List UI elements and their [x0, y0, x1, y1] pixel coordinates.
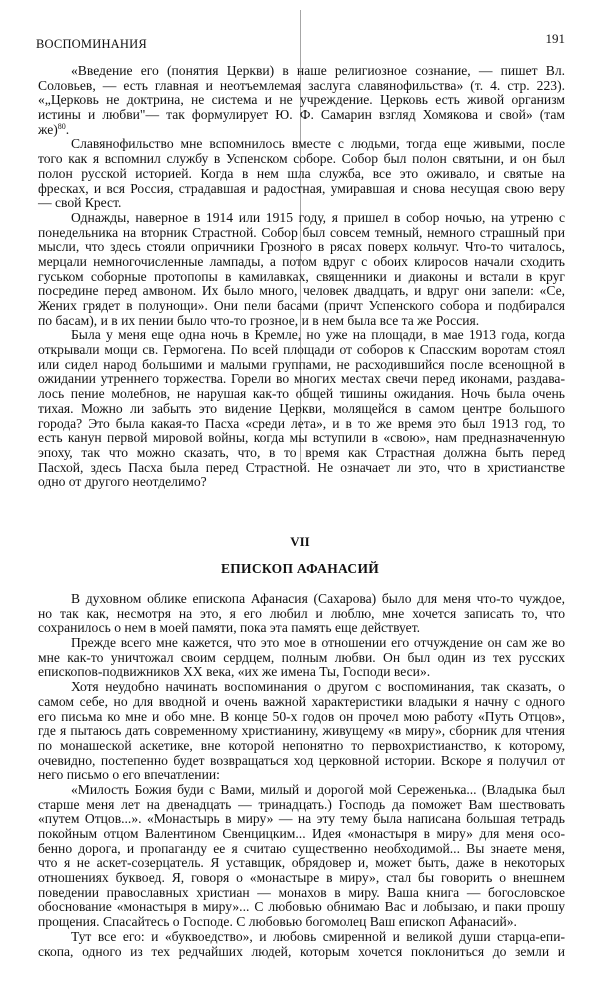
text-line: эпоху, так что можно сказать, что, в то время как Страстная должна быть перед: [38, 444, 565, 460]
footnote-ref: 80: [57, 121, 66, 131]
paragraph: [38, 783, 565, 930]
text-line: «путем Отцов...». «Монастырь в миру» — на эту тему была написана большая тетрадь: [38, 811, 565, 827]
text-line: Однажды, наверное в 1914 или 1915 году, я пришел в собор ночью, на утреню с: [71, 209, 565, 225]
text-line: но так как, несмотря на это, я его любил и люблю, мне хочется записать то, что: [38, 605, 565, 621]
text-line: полон русской историей. Когда в нем шла служба, все это оживало, и святые на: [38, 165, 565, 181]
text-line: что я не аскет-созерцатель. Я уставщик, обрядовер и, может быть, даже в некоторых: [38, 855, 565, 871]
text-line: мне как-то уничтожал своим сердцем, полным любви. Он был один из тех русских: [38, 649, 565, 665]
text-line: «Милость Божия буди с Вами, милый и дорогой мой Сереженька... (Владыка был: [71, 781, 565, 797]
paragraph: [38, 680, 565, 783]
text-line: его письма ко мне и обо мне. В конце 50-х годов он прочел мою работу «Путь Отцов»,: [38, 708, 565, 724]
text-line: поведении православных христиан — монахов в миру. Ваша книга — богословское: [38, 884, 565, 900]
text-line: Славянофильство мне вспомнилось вместе с людьми, тогда еще живыми, после: [71, 136, 565, 152]
text-line: мысли, что здесь стояли опричники Грозного в рясах поверх кольчуг. Что-то читалось,: [38, 239, 565, 255]
text-line: по басам), и в их пении было что-то грозное, и в нем была все та же Россия.: [38, 312, 480, 328]
page-number: 191: [545, 31, 565, 46]
paragraph: [38, 211, 565, 329]
text-line: бенно дорога, и пропаганду ее я считаю существенно необходимой... Вы знаете меня,: [38, 840, 565, 856]
text-line: Жених грядет в полунощи». Они пели басами (причт Успенского собора и подбирался: [38, 298, 565, 313]
text-line: Соловьев, — есть главная и неотъемлемая заслуга славянофильства» (т. 4. стр. 223).: [38, 77, 565, 93]
text-line: ожидании утреннего торжества. Горели во многих местах свечи перед иконами, раздава-: [38, 371, 565, 387]
text-line: города? Это была какая-то Пасха «среди лета», и в то же время это был 1913 год, то: [38, 415, 565, 431]
paragraph: [38, 592, 565, 636]
text-line: того как я вспомнил службу в Успенском соборе. Собор был полон святыни, и он был: [38, 151, 565, 167]
text-line: тихая. Можно ли забыть это видение Церкви, молящейся в самом центре большого: [38, 400, 565, 416]
text-line: же)$^{80}$.: [38, 121, 70, 137]
chapter-number: VII: [290, 534, 310, 549]
text-line: истины и любви"— так формулирует Ю. Ф. Самарин взгляд Хомякова и свой» (там: [38, 107, 565, 123]
text-line: очевидно, постепенно будет возвращаться ход церковной истории. Вскоре я получил от: [38, 752, 565, 768]
text-line: прощения. Спасайтесь о Господе. С любовью богомолец Ваш епископ Афанасий».: [38, 914, 517, 930]
chapter-title: ЕПИСКОП АФАНАСИЙ: [220, 561, 380, 576]
text-line: или сидел народ большими и малыми группами, не расходившийся после всенощной в: [38, 356, 565, 372]
text-line: него письмо о его впечатлении:: [38, 767, 220, 783]
text-line: «„Церковь не доктрина, не система и не учреждение. Церковь есть живой организм: [38, 92, 565, 108]
text-line: скопа, одного из тех редчайших людей, которым хочется поклониться до земли и: [38, 943, 565, 959]
text-line: гуськом соборные протопопы в камилавках, священники и диаконы и встали в круг: [38, 268, 565, 284]
text-line: Тут все его: и «буквоедство», и любовь смиренной и великой души старца-епи-: [71, 928, 565, 944]
text-line: самом себе, но для вводной и очень важной характеристики владыки я начну с одного: [38, 693, 565, 709]
text-line: Хотя неудобно начинать воспоминания о другом с воспоминания, так сказать, о: [71, 679, 565, 695]
text-line: одно от другого неотделимо?: [38, 474, 207, 490]
text-line: есть канун первой мировой войны, когда мы вступили в «свою», нам предназначенную: [38, 430, 565, 446]
running-head: ВОСПОМИНАНИЯ: [36, 37, 147, 51]
text-line: Пасхой, здесь Пасха была перед Страстной. Не означает ли это, что в христианстве: [38, 459, 565, 475]
text-line: Прежде всего мне кажется, что это мое в отношении его отчуждение он сам же во: [71, 635, 565, 651]
text-line: где я пытаюсь дать современному христианину, живущему «в миру», сборник для чтения: [38, 723, 565, 739]
text-section-memories: [38, 64, 565, 490]
text-line: лось пение молебнов, не нарушая как-то общей тишины ожидания. Ночь была очень: [38, 386, 565, 402]
text-line: покойным отцом Валентином Свенцицким... Идея «монастыря в миру» для меня осо-: [38, 826, 565, 841]
text-line: епископов-подвижников XX века, «их же имена Ты, Господи веси».: [38, 664, 431, 680]
text-line: посредине перед амвоном. Их было много, человек двадцать, и вдруг они запели: «Се,: [38, 283, 565, 299]
text-section-bishop-afanasy: [38, 592, 565, 959]
text-line: обоснование «монастыря в миру»... С любовью обнимаю Вас и лобызаю, и паки прошу: [38, 899, 565, 915]
paragraph: [38, 328, 565, 490]
text-line: старше меня лет на двенадцать — тринадцать.) Господь да поможет Вам шествовать: [38, 796, 565, 812]
text-line: сохранилось о нем в моей памяти, пока эта память еще действует.: [38, 620, 421, 636]
text-line: Была у меня еще одна ночь в Кремле, но уже на площади, в мае 1913 года, когда: [71, 327, 565, 343]
paragraph: [38, 636, 565, 680]
text-line: фресках, и вся Россия, страдавшая и радостная, умиравшая и снова несущая свою веру: [38, 180, 565, 196]
text-line: отношениях буквоед. Я, говоря о «монастыре в миру», стал бы говорить о внешнем: [38, 870, 565, 886]
text-line: понедельника на вторник Страстной. Собор был совсем темный, немного страшный при: [38, 224, 565, 240]
paragraph: [38, 930, 565, 959]
text-line: мерцали немногочисленные лампады, а потом вдруг с обоих клиросов начали сходить: [38, 253, 565, 269]
text-line: В духовном облике епископа Афанасия (Сахарова) было для меня что-то чуждое,: [71, 591, 565, 606]
paragraph: [38, 64, 565, 137]
text-line: открывали мощи св. Гермогена. По всей площади от соборов к Спасским воротам стоял: [38, 342, 565, 358]
paragraph: [38, 137, 565, 210]
text-line: по монашеской аскетике, вне которой непонятно то первохристианство, к которому,: [38, 737, 565, 753]
text-line: «Введение его (понятия Церкви) в наше религиозное сознание, — пишет Вл.: [71, 63, 565, 78]
text-line: — свой Крест.: [38, 195, 122, 211]
